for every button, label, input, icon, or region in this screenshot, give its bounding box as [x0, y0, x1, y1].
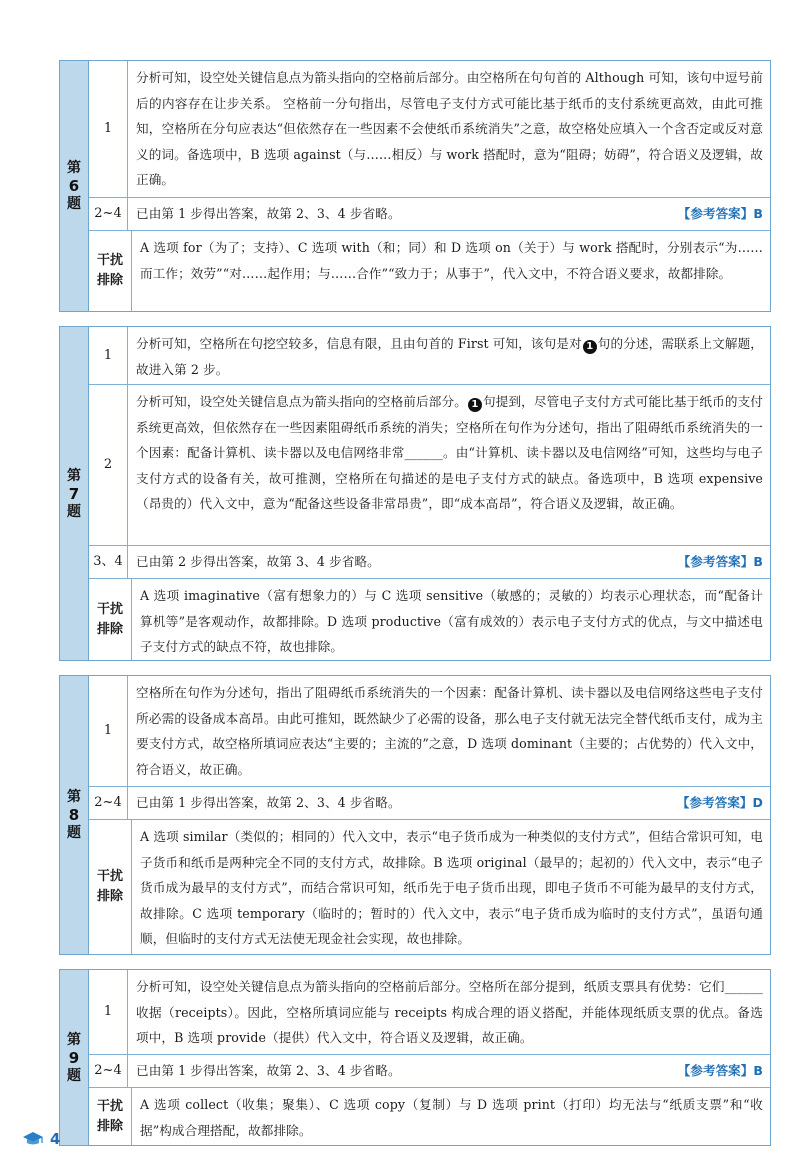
- page-number: 4: [50, 1130, 61, 1148]
- step-text: 已由第 1 步得出答案，故第 2、3、4 步省略。: [136, 795, 401, 811]
- question-label: [60, 970, 89, 1145]
- step-row: [89, 327, 770, 385]
- question-blocks: [59, 60, 771, 1160]
- distractor-row: [89, 231, 770, 311]
- text-part: 分析可知，设空处关键信息点为箭头指向的空格前后部分。: [136, 394, 467, 409]
- step-row: [89, 546, 770, 579]
- distractor-label: 干扰排除: [89, 1088, 132, 1145]
- step-row: [89, 1055, 770, 1088]
- label-prefix: 第: [67, 1031, 81, 1048]
- text-part: 句提到，尽管电子支付方式可能比基于纸币的支付系统更高效，但依然存在一些因素阻碍纸币系统的消失；空格所在句作为分述句，指出了阻碍纸币系统消失的一个因素：配备计算机、读卡器以及电信网络非常______。由“计算机、读卡器以及电信网络”可知，这些均与电子支付方式的设备有关，故可推测，空格所在句描述的是电子支付方式的缺点。备选项中，B 选项 expensive（昂贵的）代入文中，意为“配备这些设备非常昂贵”，即“成本高昂”，符合语义及逻辑，故正确。: [136, 394, 763, 511]
- step-text: 分析可知，设空处关键信息点为箭头指向的空格前后部分。由空格所在句句首的 Although 可知，该句中逗号前后的内容存在让步关系。 空格前一分句指出，尽管电子支付方式可能比基于纸币的支付系统更高效，由此可推知，空格所在分句应表达“但依然存在一些因素不会使纸币系统消失”之意，故空格处应填入一个含否定或反对意义的词。备选项中，B 选项 against（与……相反）与 work 搭配时，意为“阻碍；妨碍”，符合语义及逻辑，故正确。: [136, 70, 763, 187]
- distractor-text: A 选项 similar（类似的；相同的）代入文中，表示“电子货币成为一种类似的支付方式”，但结合常识可知，电子货币和纸币是两种完全不同的支付方式，故排除。B 选项 original（最早的；起初的）代入文中，表示“电子货币成为最早的支付方式”，而结合常识可知，纸币先于电子货币出现，即电子货币不可能为最早的支付方式，故排除。C 选项 temporary（临时的；暂时的）代入文中，表示“电子货币成为临时的支付方式”，虽语句通顺，但临时的支付方式无法使无现金社会实现，故也排除。: [140, 829, 763, 946]
- step-text-row: [128, 1055, 770, 1087]
- step-row: [89, 385, 770, 546]
- step-text: 已由第 1 步得出答案，故第 2、3、4 步省略。: [136, 1063, 401, 1079]
- step-number: 1: [89, 61, 128, 197]
- text-part: 分析可知，空格所在句挖空较多，信息有限，且由句首的 First 可知，该句是对: [136, 336, 582, 351]
- step-row: [89, 61, 770, 198]
- question-block-6: [59, 60, 771, 312]
- distractor-label: 干扰排除: [89, 579, 132, 660]
- step-row: [89, 198, 770, 231]
- reference-answer: 【参考答案】B: [677, 1063, 763, 1079]
- label-number: 9: [68, 1048, 80, 1067]
- distractor-row: [89, 579, 770, 660]
- question-label: [60, 676, 89, 954]
- label-number: 6: [68, 177, 80, 195]
- distractor-row: [89, 1088, 770, 1145]
- label-prefix: 第: [67, 160, 81, 176]
- label-suffix: 题: [67, 825, 81, 841]
- step-row: [89, 676, 770, 787]
- reference-answer: 【参考答案】B: [677, 206, 763, 222]
- step-number: 3、4: [89, 546, 128, 578]
- question-block-9: [59, 969, 771, 1146]
- step-text-row: [128, 546, 770, 578]
- step-text: 已由第 2 步得出答案，故第 3、4 步省略。: [136, 554, 380, 570]
- label-prefix: 第: [67, 467, 81, 484]
- label-number: 7: [68, 484, 80, 503]
- distractor-text: A 选项 for（为了；支持）、C 选项 with（和；同）和 D 选项 on（关于）与 work 搭配时，分别表示“为……而工作；效劳”“对……起作用；与……合作”“致力于；从事于”，代入文中，不符合语义要求，故都排除。: [140, 240, 763, 281]
- question-label: [60, 61, 89, 311]
- page-footer: [22, 1130, 60, 1148]
- step-number: 1: [89, 327, 128, 384]
- text-part: 句的分述，需联系上文解题，故进入第 2 步。: [136, 336, 763, 377]
- step-text-row: [128, 787, 770, 819]
- step-text: 分析可知，设空处关键信息点为箭头指向的空格前后部分。空格所在部分提到，纸质支票具有优势：它们______收据（receipts）。因此，空格所填词应能与 receipts 构成合理的语义搭配，并能体现纸质支票的优点。备选项中，B 选项 provide（提供）代入文中，符合语义及逻辑，故正确。: [136, 979, 763, 1045]
- label-suffix: 题: [67, 1067, 81, 1084]
- circled-number-icon: 1: [583, 340, 597, 354]
- question-label: [60, 327, 89, 660]
- label-suffix: 题: [67, 503, 81, 520]
- question-block-7: [59, 326, 771, 661]
- step-text-row: [128, 198, 770, 230]
- step-number: 1: [89, 970, 128, 1054]
- label-suffix: 题: [67, 196, 81, 212]
- distractor-label: 干扰排除: [89, 231, 132, 311]
- step-number: 2~4: [89, 1055, 128, 1087]
- step-text: [128, 327, 770, 384]
- distractor-label: 干扰排除: [89, 820, 132, 954]
- step-row: [89, 787, 770, 820]
- step-number: 2~4: [89, 198, 128, 230]
- step-number: 2~4: [89, 787, 128, 819]
- label-prefix: 第: [67, 789, 81, 805]
- circled-number-icon: 1: [468, 398, 482, 412]
- reference-answer: 【参考答案】B: [677, 554, 763, 570]
- step-row: [89, 970, 770, 1055]
- step-number: 1: [89, 676, 128, 786]
- step-number: 2: [89, 385, 128, 545]
- distractor-text: A 选项 collect（收集；聚集）、C 选项 copy（复制）与 D 选项 print（打印）均无法与“纸质支票”和“收据”构成合理搭配，故都排除。: [140, 1097, 763, 1138]
- distractor-text: A 选项 imaginative（富有想象力的）与 C 选项 sensitive（敏感的；灵敏的）均表示心理状态，而“配备计算机等”是客观动作，故都排除。D 选项 productive（富有成效的）表示电子支付方式的优点，与文中描述电子支付方式的缺点不符，故也排除。: [140, 588, 763, 654]
- label-number: 8: [68, 806, 80, 824]
- step-text: 空格所在句作为分述句，指出了阻碍纸币系统消失的一个因素：配备计算机、读卡器以及电信网络这些电子支付所必需的设备成本高昂。由此可推知，既然缺少了必需的设备，那么电子支付就无法完全替代纸币支付，成为主要支付方式，故空格所填词应表达“主要的；主流的”之意，D 选项 dominant（主要的；占优势的）代入文中，符合语义，故正确。: [136, 685, 763, 777]
- step-text: 已由第 1 步得出答案，故第 2、3、4 步省略。: [136, 206, 401, 222]
- distractor-row: [89, 820, 770, 954]
- step-text: [128, 385, 770, 545]
- reference-answer: 【参考答案】D: [676, 795, 763, 811]
- graduation-cap-icon: [22, 1131, 44, 1147]
- question-block-8: [59, 675, 771, 955]
